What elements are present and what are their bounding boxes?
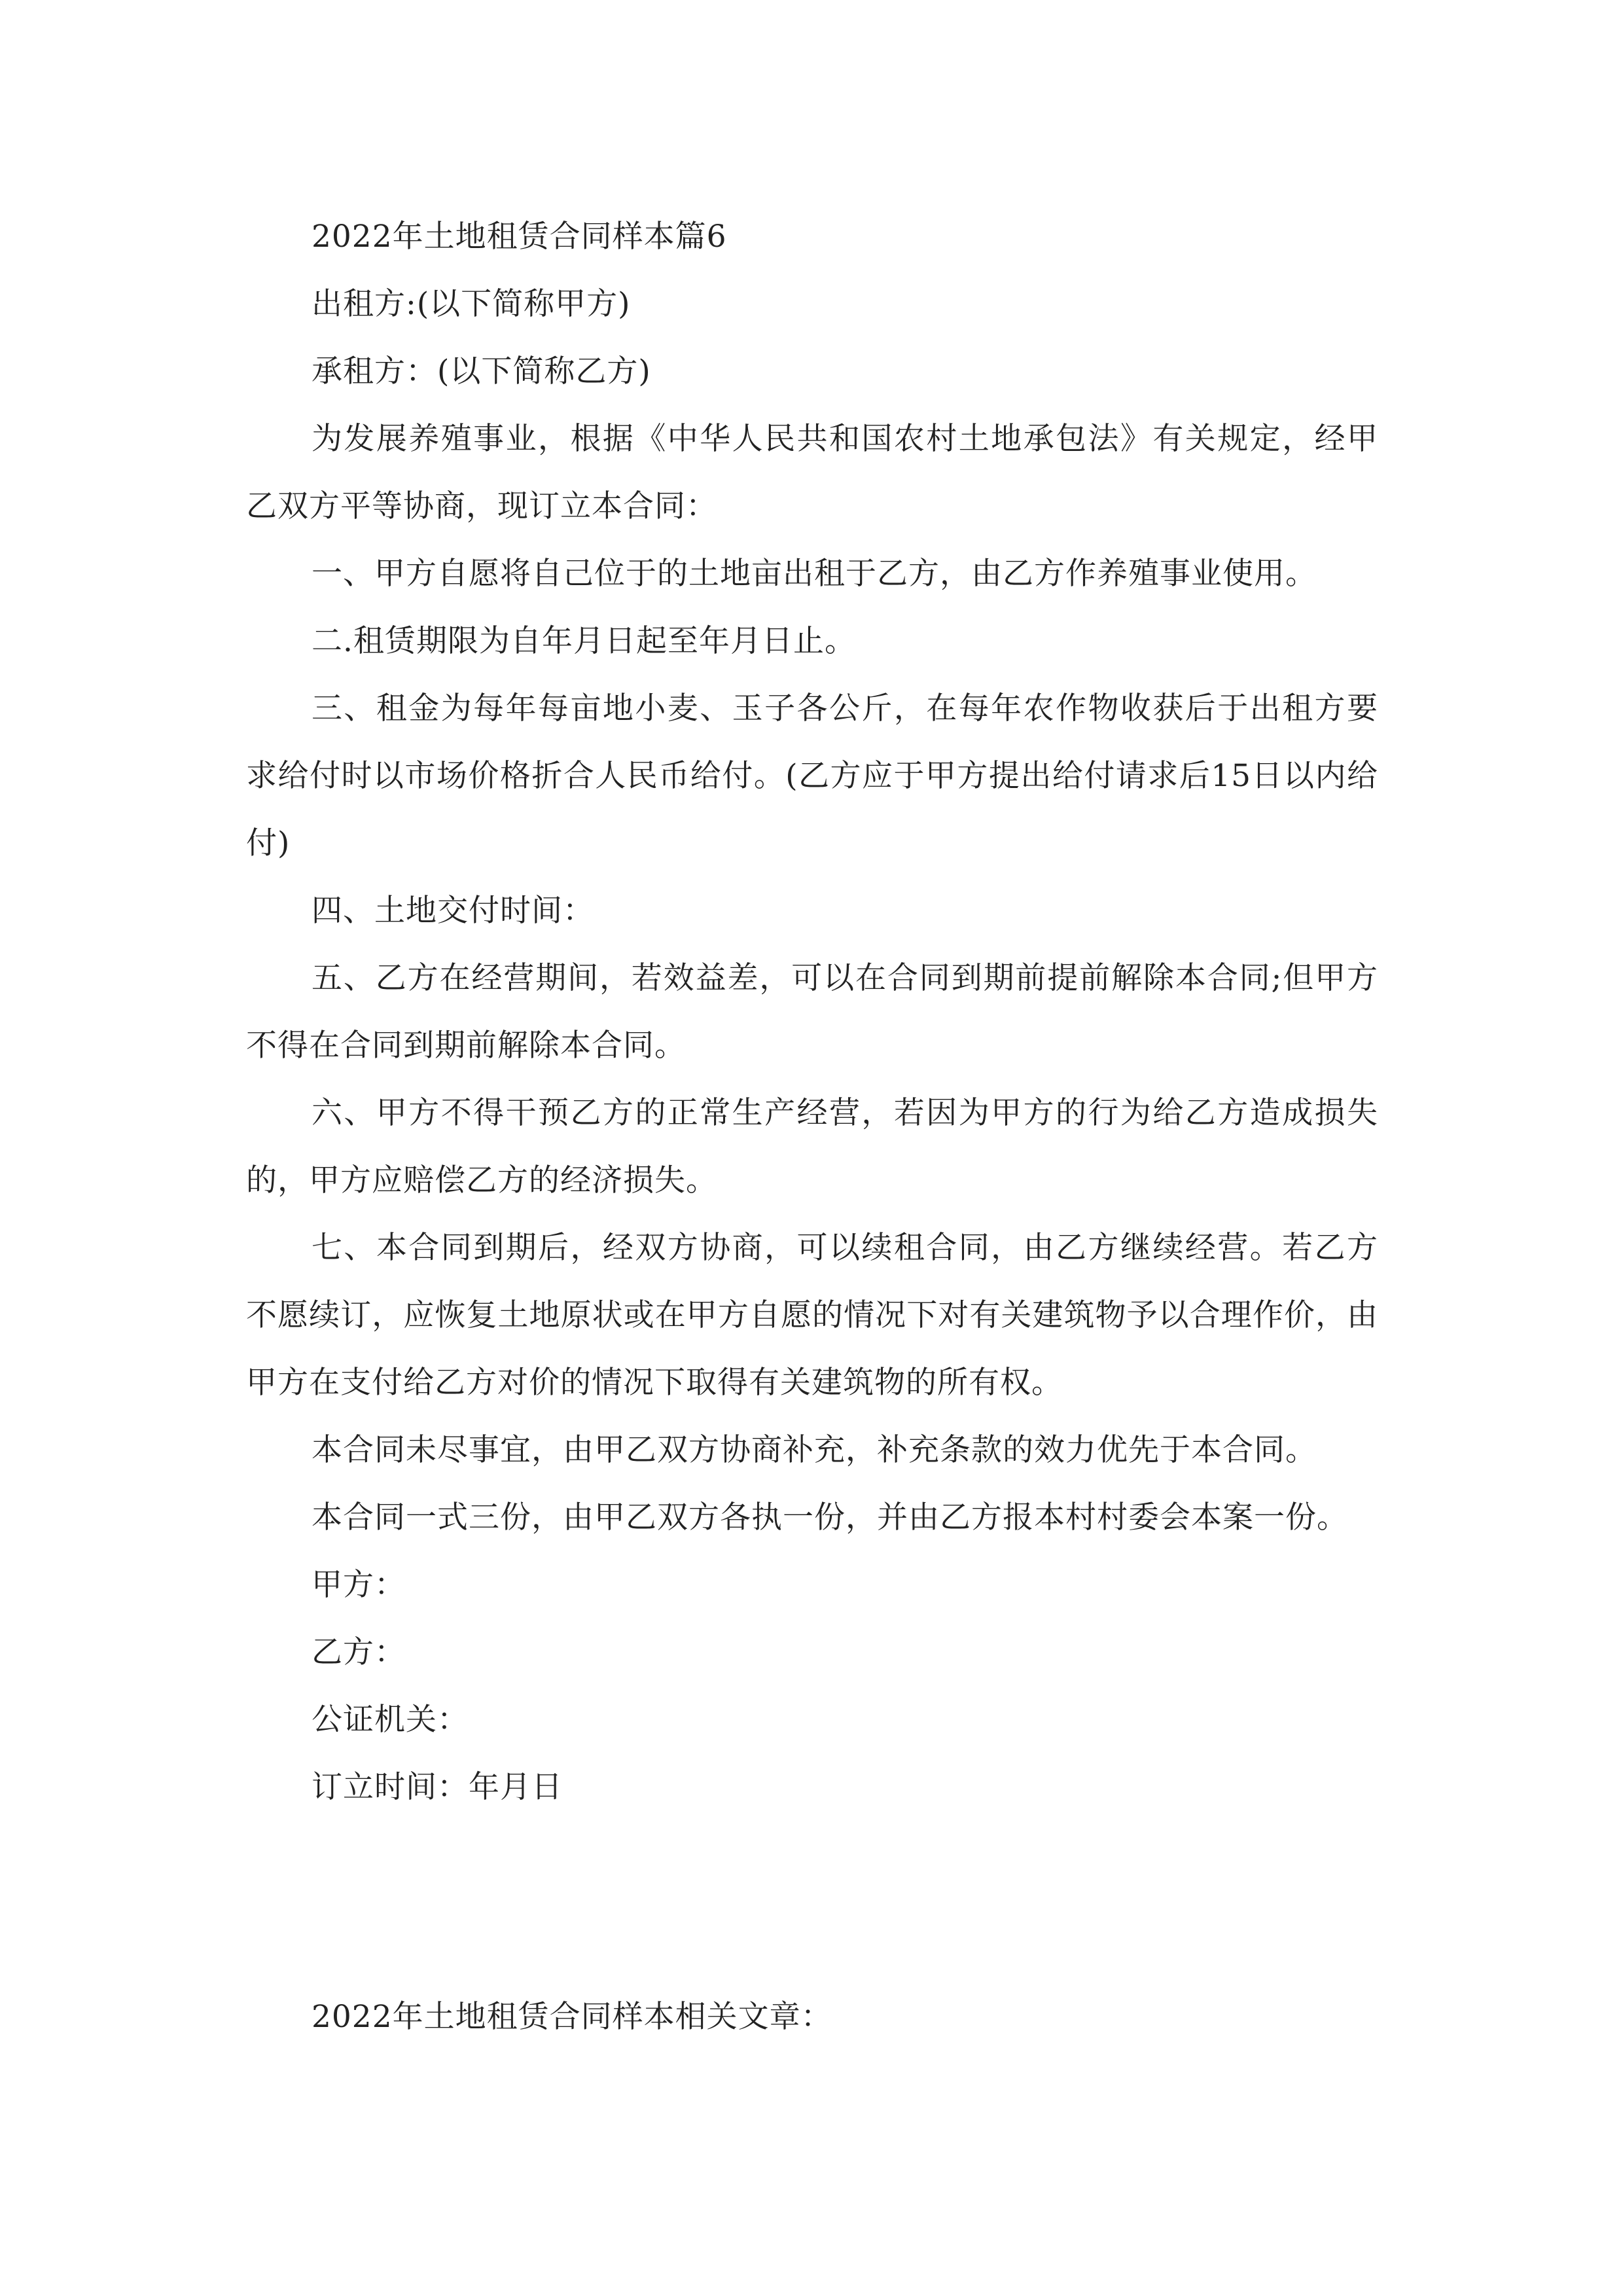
clause-2: 二.租赁期限为自年月日起至年月日止。 [312, 623, 856, 659]
copies-clause: 本合同一式三份，由甲乙双方各执一份，并由乙方报本村村委会本案一份。 [312, 1499, 1348, 1535]
preamble-paragraph: 为发展养殖事业，根据《中华人民共和国农村土地承包法》有关规定，经甲乙双方平等协商，现订立本合同： [246, 421, 1378, 524]
clause-5: 五、乙方在经营期间，若效益差，可以在合同到期前提前解除本合同;但甲方不得在合同到期前解除本合同。 [246, 960, 1378, 1064]
signing-date: 订立时间：年月日 [312, 1769, 563, 1805]
supplement-clause: 本合同未尽事宜，由甲乙双方协商补充，补充条款的效力优先于本合同。 [312, 1432, 1317, 1468]
clause-6: 六、甲方不得干预乙方的正常生产经营，若因为甲方的行为给乙方造成损失的，甲方应赔偿乙方的经济损失。 [246, 1095, 1378, 1198]
party-b-signature: 乙方： [312, 1634, 406, 1670]
related-articles-heading: 2022年土地租赁合同样本相关文章： [312, 1999, 832, 2035]
lessor-line: 出租方:(以下简称甲方) [312, 286, 631, 322]
signature-block [246, 1551, 1378, 1821]
clause-3: 三、租金为每年每亩地小麦、玉子各公斤，在每年农作物收获后于出租方要求给付时以市场价格折合人民币给付。(乙方应于甲方提出给付请求后15日以内给付) [246, 691, 1378, 861]
clause-4: 四、土地交付时间： [312, 893, 594, 929]
party-a-signature: 甲方： [312, 1567, 406, 1603]
clause-1: 一、甲方自愿将自己位于的土地亩出租于乙方，由乙方作养殖事业使用。 [312, 556, 1317, 592]
contract-body [246, 203, 1378, 1821]
clause-7: 七、本合同到期后，经双方协商，可以续租合同，由乙方继续经营。若乙方不愿续订，应恢复土地原状或在甲方自愿的情况下对有关建筑物予以合理作价，由甲方在支付给乙方对价的情况下取得有关建筑物的所有权。 [246, 1230, 1378, 1401]
document-title: 2022年土地租赁合同样本篇6 [312, 219, 727, 255]
notary-signature: 公证机关： [312, 1702, 469, 1738]
lessee-line: 承租方：(以下简称乙方) [312, 353, 651, 389]
